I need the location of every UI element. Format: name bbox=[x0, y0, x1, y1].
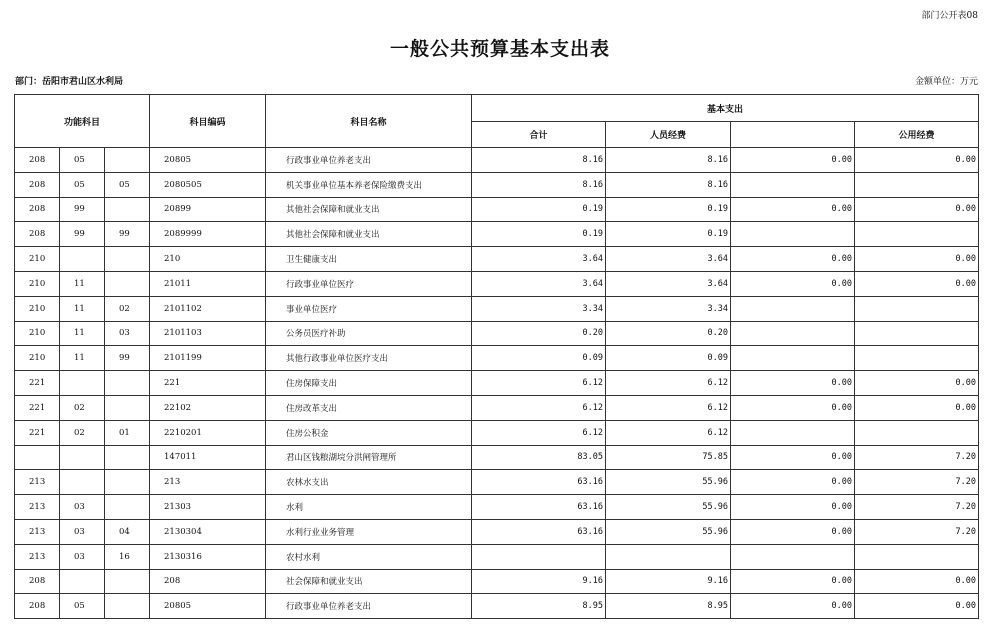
table-row bbox=[15, 172, 979, 197]
function-class-cell: 208 bbox=[15, 148, 60, 173]
table-row bbox=[15, 445, 979, 470]
function-class-cell: 208 bbox=[15, 222, 60, 247]
function-item-cell bbox=[60, 445, 105, 470]
department-label: 部门：岳阳市君山区水利局 bbox=[15, 77, 124, 87]
blank-amount-cell: 0.00 bbox=[731, 519, 855, 544]
function-class-cell: 208 bbox=[15, 569, 60, 594]
header-total: 合计 bbox=[472, 122, 606, 148]
function-class-cell: 213 bbox=[15, 544, 60, 569]
function-class-cell: 210 bbox=[15, 346, 60, 371]
function-subitem-cell bbox=[105, 594, 150, 619]
personnel-cell: 0.19 bbox=[606, 222, 731, 247]
total-cell: 0.09 bbox=[472, 346, 606, 371]
blank-amount-cell bbox=[731, 296, 855, 321]
table-row bbox=[15, 247, 979, 272]
name-cell: 水利 bbox=[266, 495, 472, 520]
total-cell bbox=[472, 544, 606, 569]
function-class-cell: 213 bbox=[15, 470, 60, 495]
blank-amount-cell bbox=[731, 172, 855, 197]
total-cell: 6.12 bbox=[472, 395, 606, 420]
public-cell: 0.00 bbox=[855, 271, 979, 296]
code-cell: 20805 bbox=[150, 148, 266, 173]
function-class-cell: 210 bbox=[15, 296, 60, 321]
personnel-cell: 8.95 bbox=[606, 594, 731, 619]
function-item-cell: 11 bbox=[60, 346, 105, 371]
name-cell: 机关事业单位基本养老保险缴费支出 bbox=[266, 172, 472, 197]
code-cell: 2101103 bbox=[150, 321, 266, 346]
function-class-cell: 221 bbox=[15, 371, 60, 396]
header-name: 科目名称 bbox=[266, 95, 472, 148]
name-cell: 其他社会保障和就业支出 bbox=[266, 197, 472, 222]
function-subitem-cell: 03 bbox=[105, 321, 150, 346]
name-cell: 卫生健康支出 bbox=[266, 247, 472, 272]
total-cell: 0.19 bbox=[472, 197, 606, 222]
code-cell: 2101102 bbox=[150, 296, 266, 321]
function-subitem-cell: 04 bbox=[105, 519, 150, 544]
table-row bbox=[15, 296, 979, 321]
function-item-cell: 05 bbox=[60, 148, 105, 173]
function-item-cell bbox=[60, 247, 105, 272]
personnel-cell: 0.20 bbox=[606, 321, 731, 346]
table-row bbox=[15, 594, 979, 619]
total-cell: 8.95 bbox=[472, 594, 606, 619]
blank-amount-cell bbox=[731, 420, 855, 445]
personnel-cell: 0.19 bbox=[606, 197, 731, 222]
function-class-cell: 208 bbox=[15, 594, 60, 619]
function-item-cell: 11 bbox=[60, 271, 105, 296]
code-cell: 2101199 bbox=[150, 346, 266, 371]
function-subitem-cell bbox=[105, 371, 150, 396]
function-class-cell: 210 bbox=[15, 247, 60, 272]
public-cell: 7.20 bbox=[855, 470, 979, 495]
blank-amount-cell: 0.00 bbox=[731, 197, 855, 222]
personnel-cell: 6.12 bbox=[606, 395, 731, 420]
name-cell: 行政事业单位养老支出 bbox=[266, 594, 472, 619]
function-item-cell: 03 bbox=[60, 544, 105, 569]
personnel-cell: 3.34 bbox=[606, 296, 731, 321]
code-cell: 213 bbox=[150, 470, 266, 495]
table-row bbox=[15, 197, 979, 222]
function-subitem-cell: 02 bbox=[105, 296, 150, 321]
blank-amount-cell: 0.00 bbox=[731, 569, 855, 594]
personnel-cell: 9.16 bbox=[606, 569, 731, 594]
name-cell: 住房保障支出 bbox=[266, 371, 472, 396]
function-subitem-cell bbox=[105, 395, 150, 420]
total-cell: 0.20 bbox=[472, 321, 606, 346]
public-cell bbox=[855, 296, 979, 321]
public-cell bbox=[855, 222, 979, 247]
function-item-cell: 05 bbox=[60, 594, 105, 619]
total-cell: 3.64 bbox=[472, 271, 606, 296]
public-cell: 0.00 bbox=[855, 247, 979, 272]
public-cell: 7.20 bbox=[855, 495, 979, 520]
function-subitem-cell: 05 bbox=[105, 172, 150, 197]
function-class-cell: 213 bbox=[15, 495, 60, 520]
table-row bbox=[15, 395, 979, 420]
header-basic: 基本支出 bbox=[472, 95, 979, 122]
personnel-cell: 3.64 bbox=[606, 247, 731, 272]
unit-label: 金额单位：万元 bbox=[914, 77, 978, 87]
blank-amount-cell: 0.00 bbox=[731, 594, 855, 619]
function-subitem-cell: 16 bbox=[105, 544, 150, 569]
personnel-cell: 6.12 bbox=[606, 371, 731, 396]
blank-amount-cell: 0.00 bbox=[731, 470, 855, 495]
blank-amount-cell bbox=[731, 222, 855, 247]
function-subitem-cell bbox=[105, 148, 150, 173]
personnel-cell: 3.64 bbox=[606, 271, 731, 296]
personnel-cell: 8.16 bbox=[606, 172, 731, 197]
public-cell bbox=[855, 346, 979, 371]
code-cell: 208 bbox=[150, 569, 266, 594]
code-cell: 2080505 bbox=[150, 172, 266, 197]
function-subitem-cell: 01 bbox=[105, 420, 150, 445]
public-cell: 0.00 bbox=[855, 395, 979, 420]
function-item-cell: 03 bbox=[60, 519, 105, 544]
name-cell: 行政事业单位医疗 bbox=[266, 271, 472, 296]
table-row bbox=[15, 470, 979, 495]
function-item-cell bbox=[60, 470, 105, 495]
header-public: 公用经费 bbox=[855, 122, 979, 148]
blank-amount-cell: 0.00 bbox=[731, 247, 855, 272]
public-cell bbox=[855, 544, 979, 569]
code-cell: 21303 bbox=[150, 495, 266, 520]
function-item-cell: 99 bbox=[60, 222, 105, 247]
code-cell: 21011 bbox=[150, 271, 266, 296]
blank-amount-cell: 0.00 bbox=[731, 445, 855, 470]
personnel-cell bbox=[606, 544, 731, 569]
table-row bbox=[15, 321, 979, 346]
total-cell: 63.16 bbox=[472, 495, 606, 520]
function-class-cell: 210 bbox=[15, 271, 60, 296]
table-row bbox=[15, 371, 979, 396]
total-cell: 3.64 bbox=[472, 247, 606, 272]
public-cell: 7.20 bbox=[855, 519, 979, 544]
header-blank bbox=[731, 122, 855, 148]
public-cell: 0.00 bbox=[855, 371, 979, 396]
corner-label: 部门公开表08 bbox=[921, 11, 978, 21]
name-cell: 君山区钱粮湖垸分洪闸管理所 bbox=[266, 445, 472, 470]
name-cell: 其他社会保障和就业支出 bbox=[266, 222, 472, 247]
code-cell: 22102 bbox=[150, 395, 266, 420]
personnel-cell: 55.96 bbox=[606, 495, 731, 520]
total-cell: 8.16 bbox=[472, 148, 606, 173]
function-subitem-cell bbox=[105, 445, 150, 470]
personnel-cell: 55.96 bbox=[606, 470, 731, 495]
function-class-cell: 208 bbox=[15, 197, 60, 222]
table-row bbox=[15, 569, 979, 594]
header-personnel: 人员经费 bbox=[606, 122, 731, 148]
blank-amount-cell bbox=[731, 321, 855, 346]
name-cell: 水利行业业务管理 bbox=[266, 519, 472, 544]
function-subitem-cell bbox=[105, 569, 150, 594]
public-cell bbox=[855, 321, 979, 346]
function-item-cell bbox=[60, 569, 105, 594]
function-class-cell bbox=[15, 445, 60, 470]
personnel-cell: 8.16 bbox=[606, 148, 731, 173]
total-cell: 0.19 bbox=[472, 222, 606, 247]
budget-table bbox=[14, 94, 979, 619]
personnel-cell: 6.12 bbox=[606, 420, 731, 445]
code-cell: 20899 bbox=[150, 197, 266, 222]
table-row bbox=[15, 420, 979, 445]
table-row bbox=[15, 544, 979, 569]
function-item-cell: 11 bbox=[60, 296, 105, 321]
total-cell: 63.16 bbox=[472, 519, 606, 544]
function-subitem-cell bbox=[105, 470, 150, 495]
table-row bbox=[15, 271, 979, 296]
blank-amount-cell: 0.00 bbox=[731, 271, 855, 296]
personnel-cell: 55.96 bbox=[606, 519, 731, 544]
public-cell: 0.00 bbox=[855, 569, 979, 594]
code-cell: 147011 bbox=[150, 445, 266, 470]
function-item-cell: 05 bbox=[60, 172, 105, 197]
personnel-cell: 0.09 bbox=[606, 346, 731, 371]
public-cell bbox=[855, 172, 979, 197]
table-row bbox=[15, 495, 979, 520]
code-cell: 20805 bbox=[150, 594, 266, 619]
name-cell: 农村水利 bbox=[266, 544, 472, 569]
function-class-cell: 208 bbox=[15, 172, 60, 197]
personnel-cell: 75.85 bbox=[606, 445, 731, 470]
header-code: 科目编码 bbox=[150, 95, 266, 148]
name-cell: 行政事业单位养老支出 bbox=[266, 148, 472, 173]
total-cell: 3.34 bbox=[472, 296, 606, 321]
function-class-cell: 213 bbox=[15, 519, 60, 544]
name-cell: 事业单位医疗 bbox=[266, 296, 472, 321]
total-cell: 9.16 bbox=[472, 569, 606, 594]
code-cell: 210 bbox=[150, 247, 266, 272]
function-item-cell: 02 bbox=[60, 395, 105, 420]
function-subitem-cell bbox=[105, 495, 150, 520]
blank-amount-cell: 0.00 bbox=[731, 495, 855, 520]
total-cell: 8.16 bbox=[472, 172, 606, 197]
blank-amount-cell: 0.00 bbox=[731, 148, 855, 173]
function-subitem-cell bbox=[105, 271, 150, 296]
code-cell: 2089999 bbox=[150, 222, 266, 247]
function-item-cell bbox=[60, 371, 105, 396]
function-subitem-cell: 99 bbox=[105, 346, 150, 371]
public-cell: 0.00 bbox=[855, 148, 979, 173]
total-cell: 63.16 bbox=[472, 470, 606, 495]
function-item-cell: 02 bbox=[60, 420, 105, 445]
blank-amount-cell: 0.00 bbox=[731, 371, 855, 396]
function-item-cell: 11 bbox=[60, 321, 105, 346]
name-cell: 住房公积金 bbox=[266, 420, 472, 445]
public-cell: 7.20 bbox=[855, 445, 979, 470]
blank-amount-cell: 0.00 bbox=[731, 395, 855, 420]
function-item-cell: 03 bbox=[60, 495, 105, 520]
table-row bbox=[15, 148, 979, 173]
header-function: 功能科目 bbox=[15, 95, 150, 148]
function-item-cell: 99 bbox=[60, 197, 105, 222]
function-subitem-cell bbox=[105, 247, 150, 272]
name-cell: 其他行政事业单位医疗支出 bbox=[266, 346, 472, 371]
blank-amount-cell bbox=[731, 346, 855, 371]
table-row bbox=[15, 222, 979, 247]
public-cell bbox=[855, 420, 979, 445]
page-title: 一般公共预算基本支出表 bbox=[389, 38, 610, 60]
function-subitem-cell bbox=[105, 197, 150, 222]
total-cell: 83.05 bbox=[472, 445, 606, 470]
code-cell: 221 bbox=[150, 371, 266, 396]
name-cell: 公务员医疗补助 bbox=[266, 321, 472, 346]
name-cell: 社会保障和就业支出 bbox=[266, 569, 472, 594]
code-cell: 2210201 bbox=[150, 420, 266, 445]
total-cell: 6.12 bbox=[472, 371, 606, 396]
total-cell: 6.12 bbox=[472, 420, 606, 445]
table-row bbox=[15, 346, 979, 371]
public-cell: 0.00 bbox=[855, 594, 979, 619]
public-cell: 0.00 bbox=[855, 197, 979, 222]
name-cell: 住房改革支出 bbox=[266, 395, 472, 420]
table-row bbox=[15, 519, 979, 544]
code-cell: 2130304 bbox=[150, 519, 266, 544]
function-subitem-cell: 99 bbox=[105, 222, 150, 247]
name-cell: 农林水支出 bbox=[266, 470, 472, 495]
function-class-cell: 221 bbox=[15, 395, 60, 420]
blank-amount-cell bbox=[731, 544, 855, 569]
function-class-cell: 210 bbox=[15, 321, 60, 346]
function-class-cell: 221 bbox=[15, 420, 60, 445]
code-cell: 2130316 bbox=[150, 544, 266, 569]
